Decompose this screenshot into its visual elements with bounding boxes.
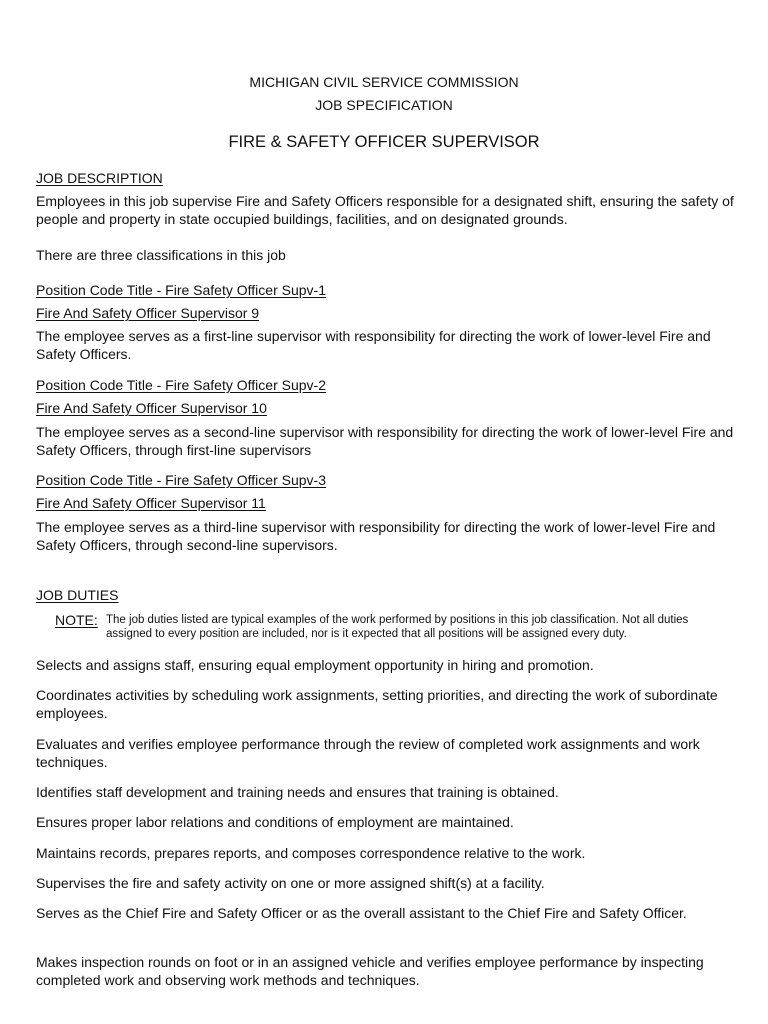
note-label: NOTE: — [55, 612, 98, 628]
duty-item: Coordinates activities by scheduling work assignments, setting priorities, and directing the work of subordinate employees. — [36, 687, 718, 721]
classification-description-3: The employee serves as a third-line supervisor with responsibility for directing the work of lower-level Fire and Safety Officers, through second-line supervisors. — [36, 519, 716, 553]
position-code-title-3: Position Code Title - Fire Safety Officer Supv-3 — [36, 472, 326, 488]
classification-title-2: Fire And Safety Officer Supervisor 10 — [36, 400, 267, 416]
job-title: FIRE & SAFETY OFFICER SUPERVISOR — [228, 133, 540, 151]
duty-item: Evaluates and verifies employee performance through the review of completed work assignments and work techniques. — [36, 736, 700, 770]
commission-name: MICHIGAN CIVIL SERVICE COMMISSION — [249, 74, 519, 90]
job-description-intro: Employees in this job supervise Fire and Safety Officers responsible for a designated shift, ensuring the safety of people and property in state occupied buildings, facilities, and on designated grounds. — [36, 193, 734, 227]
duty-item: Supervises the fire and safety activity on one or more assigned shift(s) at a facility. — [36, 875, 545, 891]
duty-item: Ensures proper labor relations and conditions of employment are maintained. — [36, 814, 514, 830]
classification-description-2: The employee serves as a second-line supervisor with responsibility for directing the work of lower-level Fire and Safety Officers, through first-line supervisors — [36, 424, 734, 458]
duty-item: Selects and assigns staff, ensuring equal employment opportunity in hiring and promotion. — [36, 657, 594, 673]
position-code-title-1: Position Code Title - Fire Safety Officer Supv-1 — [36, 282, 326, 298]
classifications-intro: There are three classifications in this job — [36, 247, 286, 263]
duty-item: Maintains records, prepares reports, and composes correspondence relative to the work. — [36, 845, 586, 861]
duty-item: Makes inspection rounds on foot or in an assigned vehicle and verifies employee performance by inspecting completed work and observing work methods and techniques. — [36, 954, 704, 988]
job-duties-heading: JOB DUTIES — [36, 587, 119, 603]
duty-item: Identifies staff development and training needs and ensures that training is obtained. — [36, 784, 559, 800]
job-description-heading: JOB DESCRIPTION — [36, 170, 163, 186]
position-code-title-2: Position Code Title - Fire Safety Officer Supv-2 — [36, 377, 326, 393]
duty-item: Serves as the Chief Fire and Safety Officer or as the overall assistant to the Chief Fire and Safety Officer. — [36, 905, 687, 921]
classification-title-1: Fire And Safety Officer Supervisor 9 — [36, 305, 260, 321]
classification-title-3: Fire And Safety Officer Supervisor 11 — [36, 495, 266, 511]
classification-description-1: The employee serves as a first-line supervisor with responsibility for directing the work of lower-level Fire and Safety Officers. — [36, 328, 711, 362]
note-text: The job duties listed are typical examples of the work performed by positions in this job classification. Not all duties assigned to every position are included, nor is it expected that all positions will be assigned every duty. — [106, 614, 689, 640]
document-type: JOB SPECIFICATION — [315, 97, 453, 113]
